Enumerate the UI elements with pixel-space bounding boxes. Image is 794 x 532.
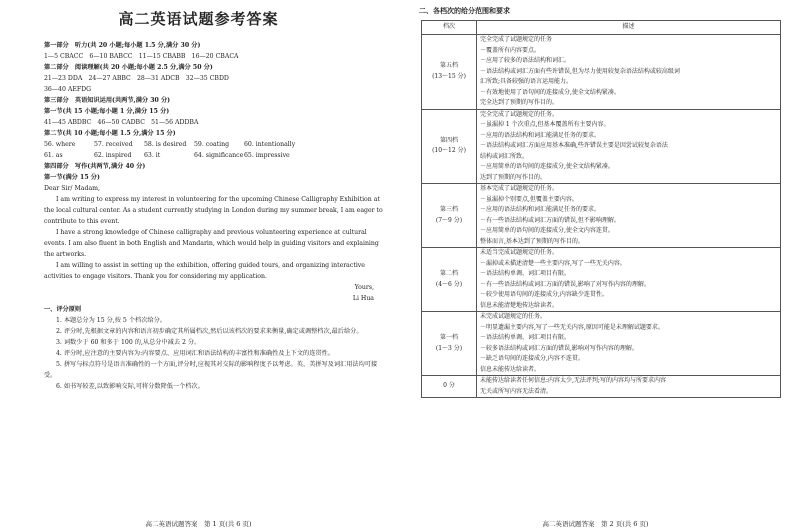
description-line: －虽漏掉个别要点,但覆盖主要内容。: [480, 195, 578, 203]
description-line: 信息未能清楚地传达给读者。: [480, 301, 559, 309]
grade-row: [422, 376, 781, 398]
col-level-header: 档次: [422, 21, 477, 35]
description-line: －应用简单的语句间的连接成分,使全文内容连贯。: [480, 227, 614, 234]
description-line: －较多语法结构或词汇方面的错误,影响对写作内容的理解。: [480, 344, 638, 352]
grade-description: [477, 109, 781, 184]
grade-level: [422, 109, 477, 184]
answer-line: 第一部分 听力(共 20 小题;每小题 1.5 分,满分 30 分): [44, 42, 201, 49]
description-line: －应用了较多的语法结构和词汇。: [480, 57, 571, 64]
principle-item: 6. 如书写较差,以致影响交际,可将分数降低一个档次。: [56, 383, 204, 390]
page-footer: 高二英语试题答案 第 1 页(共 6 页): [145, 520, 252, 528]
description-line: －应用简单的语句间的连接成分,使全文结构紧凑。: [480, 163, 614, 170]
letter-greeting: Dear Sir/ Madam,: [44, 185, 100, 192]
principle-item: 4. 评分时,应注意的主要内容为:内容要点、应用词汇和语法结构的丰富性和准确性及上下文的连贯性。: [56, 350, 334, 357]
col-desc-header: 描述: [477, 21, 781, 35]
grade-level: [422, 35, 477, 110]
description-line: 汇所致;具备较强的语言运用能力。: [480, 78, 573, 85]
answer-line: 36—40 AEFDG: [44, 86, 92, 93]
description-line: －漏掉或未描述清楚一些主要内容,写了一些无关内容。: [480, 259, 626, 267]
cloze-answer: 64. significance: [194, 152, 244, 159]
cloze-answer: 59. coating: [194, 141, 230, 148]
description-line: －较少使用语句间的连接成分,内容缺少连贯性。: [480, 291, 608, 298]
grade-level-name: 0 分: [443, 382, 455, 390]
letter-paragraph: I have a strong knowledge of Chinese calligraphy and previous volunteering experience at cultural events. I am also fluent in both English and Mandarin, which would help in guiding visitors and explaining the artworks.: [44, 229, 379, 258]
answer-line: 第二部分 阅读理解(共 20 小题;每小题 2.5 分,满分 50 分): [44, 64, 213, 71]
cloze-answer: 65. impressive: [244, 152, 290, 159]
cloze-answer: 62. inspired: [94, 152, 132, 159]
answer-line: 1—5 CBACC 6—10 BABCC 11—15 CBABB 16—20 CBACA: [44, 53, 239, 60]
description-line: 基本完成了试题规定的任务。: [480, 185, 559, 192]
grade-description: [477, 248, 781, 312]
letter-closing: Yours,: [354, 284, 374, 291]
description-line: －有一些语法结构或词汇方面的错误,但不影响理解。: [480, 216, 620, 224]
grade-range: (10～12 分): [432, 147, 466, 155]
grade-range: (7～9 分): [435, 216, 463, 224]
page-footer: 高二英语试题答案 第 2 页(共 6 页): [542, 520, 649, 528]
description-line: －语法结构单调、词汇项目有限。: [480, 334, 571, 341]
answer-body: [44, 40, 384, 392]
description-line: －语法结构单调、词汇项目有限。: [480, 270, 571, 277]
description-line: 完全达到了预期的写作目的。: [480, 99, 559, 106]
description-line: 完全完成了试题规定的任务。: [480, 110, 559, 118]
description-line: 信息未能传达给读者。: [480, 365, 541, 373]
description-line: －有一些语法结构或词汇方面的错误,影响了对写作内容的理解。: [480, 280, 650, 288]
grade-description: [477, 184, 781, 248]
page-title: 高二英语试题参考答案: [118, 10, 279, 28]
principle-item: 5. 拼写与标点符号是语言准确性的一个方面,评分时,应视其对交际的影响程度予以考虑。英、美拼写及词汇用法均可接受。: [44, 361, 378, 379]
principles-heading: 一、评分原则: [44, 306, 82, 313]
writing-heading: 第四部分 写作(共两节,满分 40 分): [44, 163, 146, 170]
grading-table-body: [422, 35, 781, 398]
principle-item: 2. 评分时,先根据文章的内容和语言初步确定其所属档次,然后以该档次的要求来衡量,确定或调整档次,最后给分。: [56, 328, 363, 335]
description-line: 未适当完成试题规定的任务。: [480, 249, 559, 256]
description-line: －应用的语法结构和词汇能满足任务的要求。: [480, 131, 601, 139]
grade-level: [422, 184, 477, 248]
cloze-answer: 56. where: [44, 141, 76, 148]
grading-heading: 二、各档次的给分范围和要求: [419, 6, 510, 15]
grade-level-name: 第二档: [439, 270, 458, 277]
principle-item: 1. 本题总分为 15 分,按 5 个档次给分。: [56, 317, 166, 324]
cloze-row: [44, 139, 384, 150]
cloze-answer: 61. as: [44, 152, 63, 159]
table-header-row: [422, 21, 781, 35]
cloze-row: [44, 150, 384, 161]
answer-line: 41—45 ABDBC 46—50 CADBC 51—56 ADDBA: [44, 119, 199, 126]
grade-range: (4～6 分): [435, 280, 463, 288]
grade-level-name: 第一档: [439, 334, 458, 341]
grade-description: [477, 35, 781, 110]
grade-level-name: 第四档: [439, 136, 458, 144]
grading-table: [421, 20, 781, 398]
cloze-answer: 58. is desired: [144, 141, 187, 148]
grade-level: [422, 248, 477, 312]
description-line: －明显遗漏主要内容,写了一些无关内容,原因可能是未理解试题要求。: [480, 323, 664, 331]
letter-paragraph: I am writing to express my interest in volunteering for the upcoming Chinese Calligraphy Exhibition at the local cultural center. As a student currently studying in London during my summer break, I am eager to contribute to this event.: [44, 196, 383, 225]
answer-page-2: [397, 0, 794, 532]
grade-description: [477, 376, 781, 398]
writing-subheading: 第一节(满分 15 分): [44, 174, 100, 181]
cloze-answer: 57. received: [94, 141, 133, 148]
grade-range: (1～3 分): [435, 344, 463, 352]
grade-level: [422, 312, 477, 376]
cloze-answer: 60. intentionally: [244, 141, 296, 148]
description-line: 未能传达给读者任何信息:内容太少,无法评判;写的内容均与所要求内容: [480, 377, 666, 384]
grade-level-name: 第三档: [439, 206, 458, 213]
grade-row: [422, 35, 781, 110]
description-line: 达到了预期的写作目的。: [480, 173, 547, 181]
description-line: －应用的语法结构和词汇能满足任务的要求。: [480, 206, 601, 213]
principle-item: 3. 词数少于 60 和多于 100 的,从总分中减去 2 分。: [56, 339, 201, 346]
description-line: 无关或所写内容无法看清。: [480, 387, 553, 395]
description-line: 完全完成了试题规定的任务: [480, 36, 553, 43]
grade-row: [422, 248, 781, 312]
answer-line: 第二节(共 10 小题;每小题 1.5 分,满分 15 分): [44, 130, 176, 137]
description-line: 整体而言,基本达到了预期的写作目的。: [480, 237, 584, 245]
description-line: －虽漏掉 1 个次重点,但基本覆盖所有主要内容。: [480, 121, 610, 128]
description-line: 结构或词汇所致。: [480, 152, 529, 160]
grade-level-name: 第五档: [439, 62, 458, 70]
letter-paragraph: I am willing to assist in setting up the exhibition, offering guided tours, and organizing interactive activities to engage visitors. Thank you for considering my application.: [44, 262, 365, 280]
answer-line: 第三部分 英语知识运用(共两节,满分 30 分): [44, 97, 171, 104]
description-line: －语法结构或词汇方面应用基本准确,些许错误主要是因尝试较复杂语法: [480, 142, 668, 149]
grade-row: [422, 312, 781, 376]
description-line: －有效地使用了语句间的连接成分,使全文结构紧凑。: [480, 88, 620, 96]
answer-line: 第一节(共 15 小题;每小题 1 分,满分 15 分): [44, 108, 170, 115]
grade-description: [477, 312, 781, 376]
description-line: －覆盖所有内容要点。: [480, 46, 541, 54]
description-line: 未完成试题规定的任务。: [480, 313, 547, 320]
grade-range: (13～15 分): [432, 72, 466, 80]
description-line: －语法结构或词汇方面有些许错误,但为尽力使用较复杂语法结构或较高级词: [480, 67, 680, 75]
letter-signature: Li Hua: [352, 295, 374, 302]
answer-line: 21—23 DDA 24—27 ABBC 28—31 ADCB 32—35 CBDD: [44, 75, 229, 82]
grade-row: [422, 184, 781, 248]
grade-row: [422, 109, 781, 184]
description-line: －缺乏语句间的连接成分,内容不连贯。: [480, 355, 584, 362]
grade-level: [422, 376, 477, 398]
cloze-answer: 63. it: [144, 152, 161, 159]
